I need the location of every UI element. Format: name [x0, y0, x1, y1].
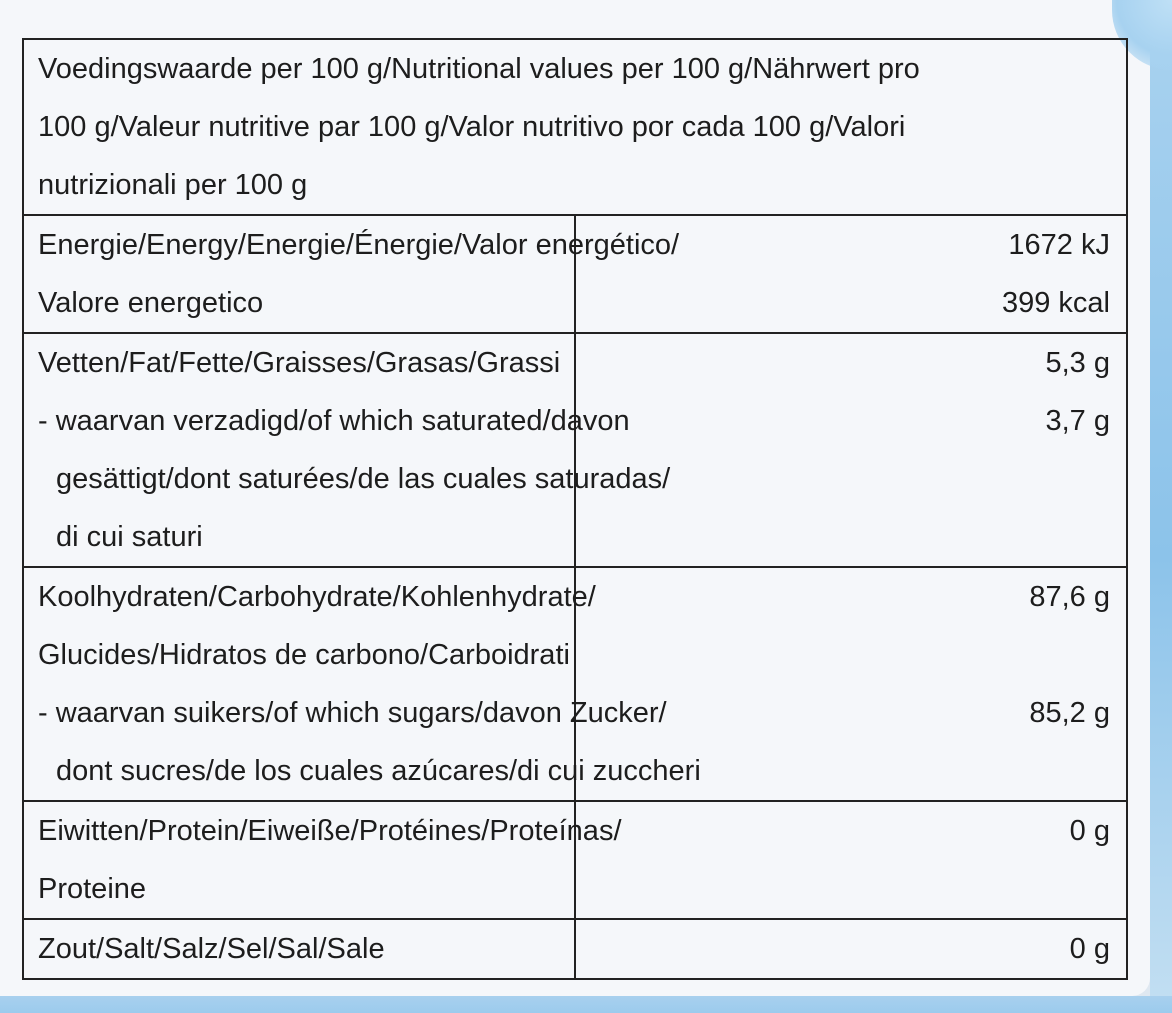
packaging-bottom-band [0, 996, 1172, 1013]
salt-row [23, 919, 1127, 979]
protein-label: Eiwitten/Protein/Eiweiße/Protéines/Proteínas/ [38, 815, 622, 847]
carbohydrate-label: Glucides/Hidratos de carbono/Carboidrati [38, 639, 570, 671]
saturated-label: gesättigt/dont saturées/de las cuales saturadas/ [56, 463, 671, 495]
header-line: nutrizionali per 100 g [38, 169, 308, 201]
energy-kj-value: 1672 kJ [1008, 229, 1110, 261]
protein-row [23, 801, 1127, 919]
salt-value: 0 g [1069, 933, 1110, 965]
saturated-value: 3,7 g [1045, 405, 1110, 437]
table-header-row [23, 39, 1127, 215]
packaging-edge [1150, 0, 1172, 1013]
fat-label-cell [23, 333, 671, 567]
saturated-label: di cui saturi [56, 521, 203, 553]
carbohydrate-row [23, 567, 1127, 801]
nutrition-table [22, 38, 1128, 980]
energy-label-cell [23, 215, 680, 333]
protein-value: 0 g [1069, 815, 1110, 847]
header-line: 100 g/Valeur nutritive par 100 g/Valor nutritivo por cada 100 g/Valori [38, 111, 906, 143]
sugars-label: dont sucres/de los cuales azúcares/di cui zuccheri [56, 755, 701, 787]
energy-kcal-value: 399 kcal [1001, 287, 1110, 319]
energy-row [23, 215, 1127, 333]
salt-value-cell [575, 919, 1127, 979]
protein-value-cell [575, 801, 1127, 919]
protein-label-cell [23, 801, 622, 919]
table-header-cell [23, 39, 1127, 215]
salt-label: Zout/Salt/Salz/Sel/Sal/Sale [38, 933, 385, 965]
sugars-label: - waarvan suikers/of which sugars/davon Zucker/ [38, 697, 667, 729]
sugars-value: 85,2 g [1029, 697, 1110, 729]
protein-label: Proteine [38, 873, 147, 905]
energy-label: Energie/Energy/Energie/Énergie/Valor energético/ [38, 229, 680, 261]
carbohydrate-label-cell [23, 567, 701, 801]
carbohydrate-value: 87,6 g [1029, 581, 1110, 613]
fat-value: 5,3 g [1045, 347, 1110, 379]
fat-label: Vetten/Fat/Fette/Graisses/Grasas/Grassi [38, 347, 561, 379]
fat-value-cell [575, 333, 1127, 567]
saturated-label: - waarvan verzadigd/of which saturated/davon [38, 405, 630, 437]
salt-label-cell [23, 919, 575, 979]
energy-label: Valore energetico [38, 287, 264, 319]
carbohydrate-label: Koolhydraten/Carbohydrate/Kohlenhydrate/ [38, 581, 596, 613]
fat-row [23, 333, 1127, 567]
header-line: Voedingswaarde per 100 g/Nutritional values per 100 g/Nährwert pro [38, 53, 920, 85]
